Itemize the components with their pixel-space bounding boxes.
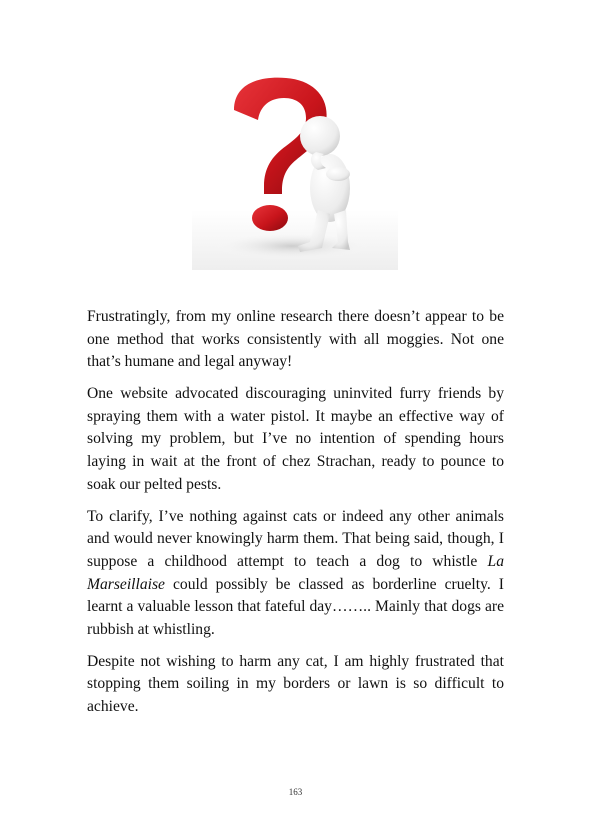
page-number: 163 xyxy=(288,787,303,797)
song-title-italic: La Marseillaise xyxy=(87,552,504,593)
paragraph-2: One website advocated discouraging uninvited furry friends by spraying them with a water pistol. It maybe an effective way of solving my problem, but I’ve no intention of spending hours laying in wait at the front of chez Strachan, ready to pounce to soak our pelted pests. xyxy=(87,385,504,493)
question-mark-illustration xyxy=(192,70,398,270)
question-mark-thinking-figure-icon xyxy=(192,70,398,270)
paragraph-3-text-after: could possibly be classed as borderline cruelty. I learnt a valuable lesson that fateful day…….. Mainly that dogs are rubbish at whistling. xyxy=(87,575,504,638)
paragraph-3-text-before: To clarify, I’ve nothing against cats or indeed any other animals and would never knowingly harm them. That being said, though, I suppose a childhood attempt to teach a dog to whistle xyxy=(87,507,504,570)
paragraph-3 xyxy=(87,506,504,642)
body-text xyxy=(87,306,504,728)
paragraph-1: Frustratingly, from my online research there doesn’t appear to be one method that works consistently with all moggies. Not one that’s humane and legal anyway! xyxy=(87,308,504,371)
paragraph-4: Despite not wishing to harm any cat, I am highly frustrated that stopping them soiling in my borders or lawn is so difficult to achieve. xyxy=(87,652,504,715)
